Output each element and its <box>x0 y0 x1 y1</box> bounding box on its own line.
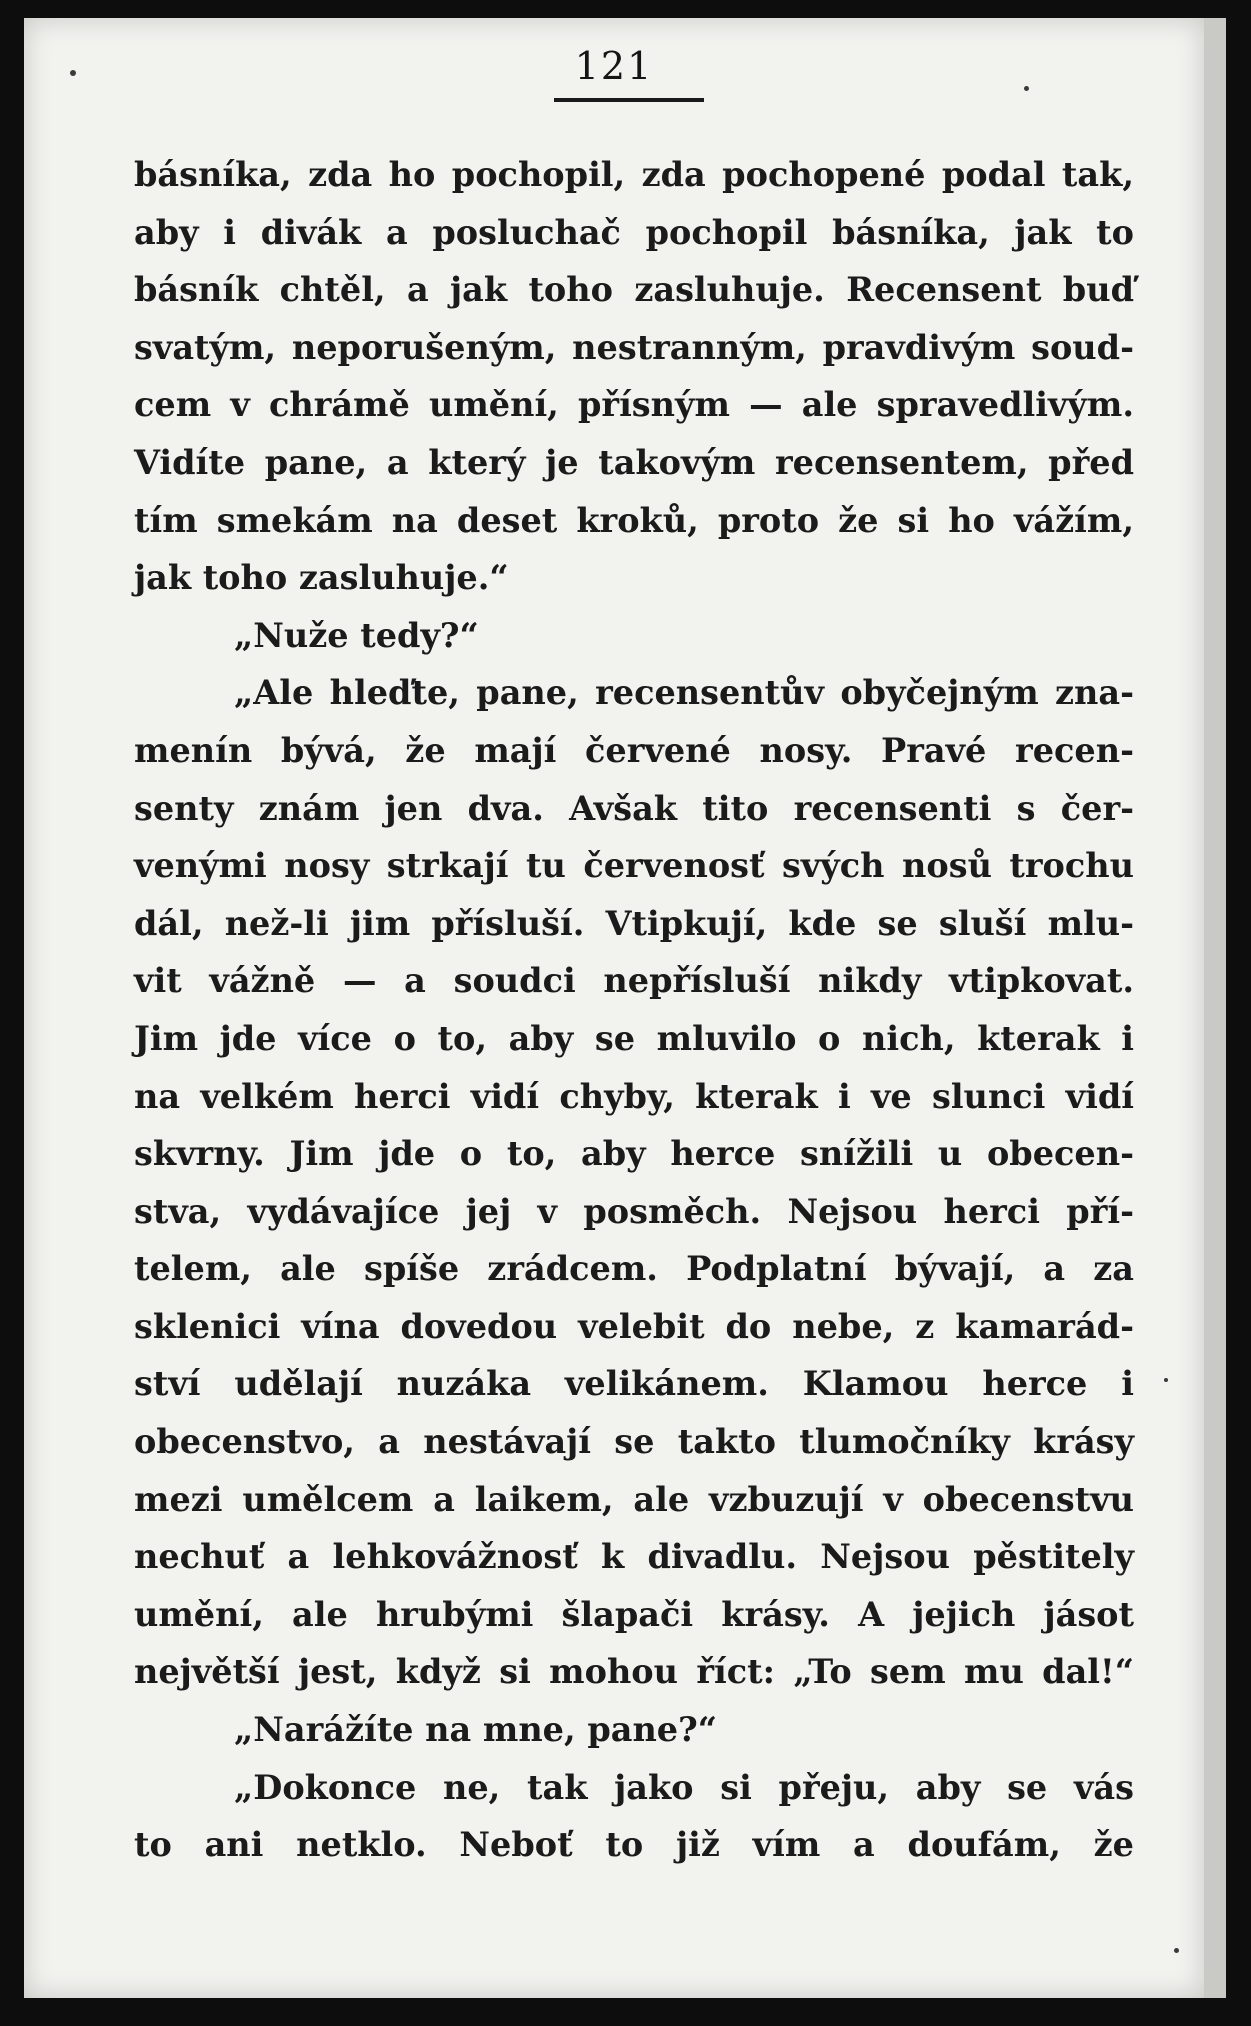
text-line: básník chtěl, a jak toho zasluhuje. Recensent buď <box>134 270 1134 310</box>
text-line: obecenstvo, a nestávají se takto tlumočníky krásy <box>134 1422 1134 1462</box>
page-edge <box>1204 18 1226 1998</box>
text-line: „Ale hleďte, pane, recensentův obyčejným zna- <box>234 673 1134 713</box>
text-line: tím smekám na deset kroků, proto že si ho vážím, <box>134 500 1134 540</box>
text-line: Vidíte pane, a který je takovým recensentem, před <box>134 442 1134 482</box>
text-line: „Nuže tedy?“ <box>234 615 479 655</box>
text-line: „Dokonce ne, tak jako si přeju, aby se vás <box>234 1767 1134 1807</box>
scan-speck <box>1024 86 1029 91</box>
text-line: senty znám jen dva. Avšak tito recensenti s čer- <box>134 788 1134 828</box>
scan-speck <box>1164 1378 1168 1382</box>
book-page <box>24 18 1204 1998</box>
text-line: cem v chrámě umění, přísným — ale spravedlivým. <box>134 385 1134 425</box>
text-line: stva, vydávajíce jej v posměch. Nejsou herci pří- <box>134 1191 1134 1231</box>
text-line: na velkém herci vidí chyby, kterak i ve slunci vidí <box>134 1076 1134 1116</box>
scan-speck <box>70 70 76 76</box>
text-line: aby i divák a posluchač pochopil básníka, jak to <box>134 212 1134 252</box>
text-line: telem, ale spíše zrádcem. Podplatní bývají, a za <box>134 1249 1134 1289</box>
text-line: venými nosy strkají tu červenosť svých nosů trochu <box>134 846 1134 886</box>
text-line: „Narážíte na mne, pane?“ <box>234 1710 718 1750</box>
text-line: dál, než-li jim přísluší. Vtipkují, kde se sluší mlu- <box>134 903 1134 943</box>
text-line: svatým, neporušeným, nestranným, pravdivým soud- <box>134 327 1134 367</box>
text-line: Jim jde více o to, aby se mluvilo o nich, kterak i <box>134 1018 1134 1058</box>
text-line: umění, ale hrubými šlapači krásy. A jejich jásot <box>134 1594 1134 1634</box>
scan-speck <box>1174 1948 1179 1953</box>
text-line: nechuť a lehkovážnosť k divadlu. Nejsou pěstitely <box>134 1537 1134 1577</box>
text-line: sklenici vína dovedou velebit do nebe, z kamarád- <box>134 1306 1134 1346</box>
text-line: vit vážně — a soudci nepřísluší nikdy vtipkovat. <box>134 961 1134 1001</box>
text-line: ství udělají nuzáka velikánem. Klamou herce i <box>134 1364 1134 1404</box>
text-line: mezi umělcem a laikem, ale vzbuzují v obecenstvu <box>134 1479 1134 1519</box>
text-line: skvrny. Jim jde o to, aby herce snížili u obecen- <box>134 1134 1134 1174</box>
page-number: 121 <box>574 44 654 88</box>
text-line: básníka, zda ho pochopil, zda pochopené podal tak, <box>134 155 1134 194</box>
text-line: to ani netklo. Neboť to již vím a doufám, že <box>134 1825 1134 1865</box>
text-line: největší jest, když si mohou říct: „To sem mu dal!“ <box>134 1652 1134 1692</box>
page-number-rule <box>554 98 704 102</box>
text-line: menín bývá, že mají červené nosy. Pravé recen- <box>134 730 1134 770</box>
text-line: jak toho zasluhuje.“ <box>134 558 509 598</box>
body-text <box>134 146 1134 1874</box>
